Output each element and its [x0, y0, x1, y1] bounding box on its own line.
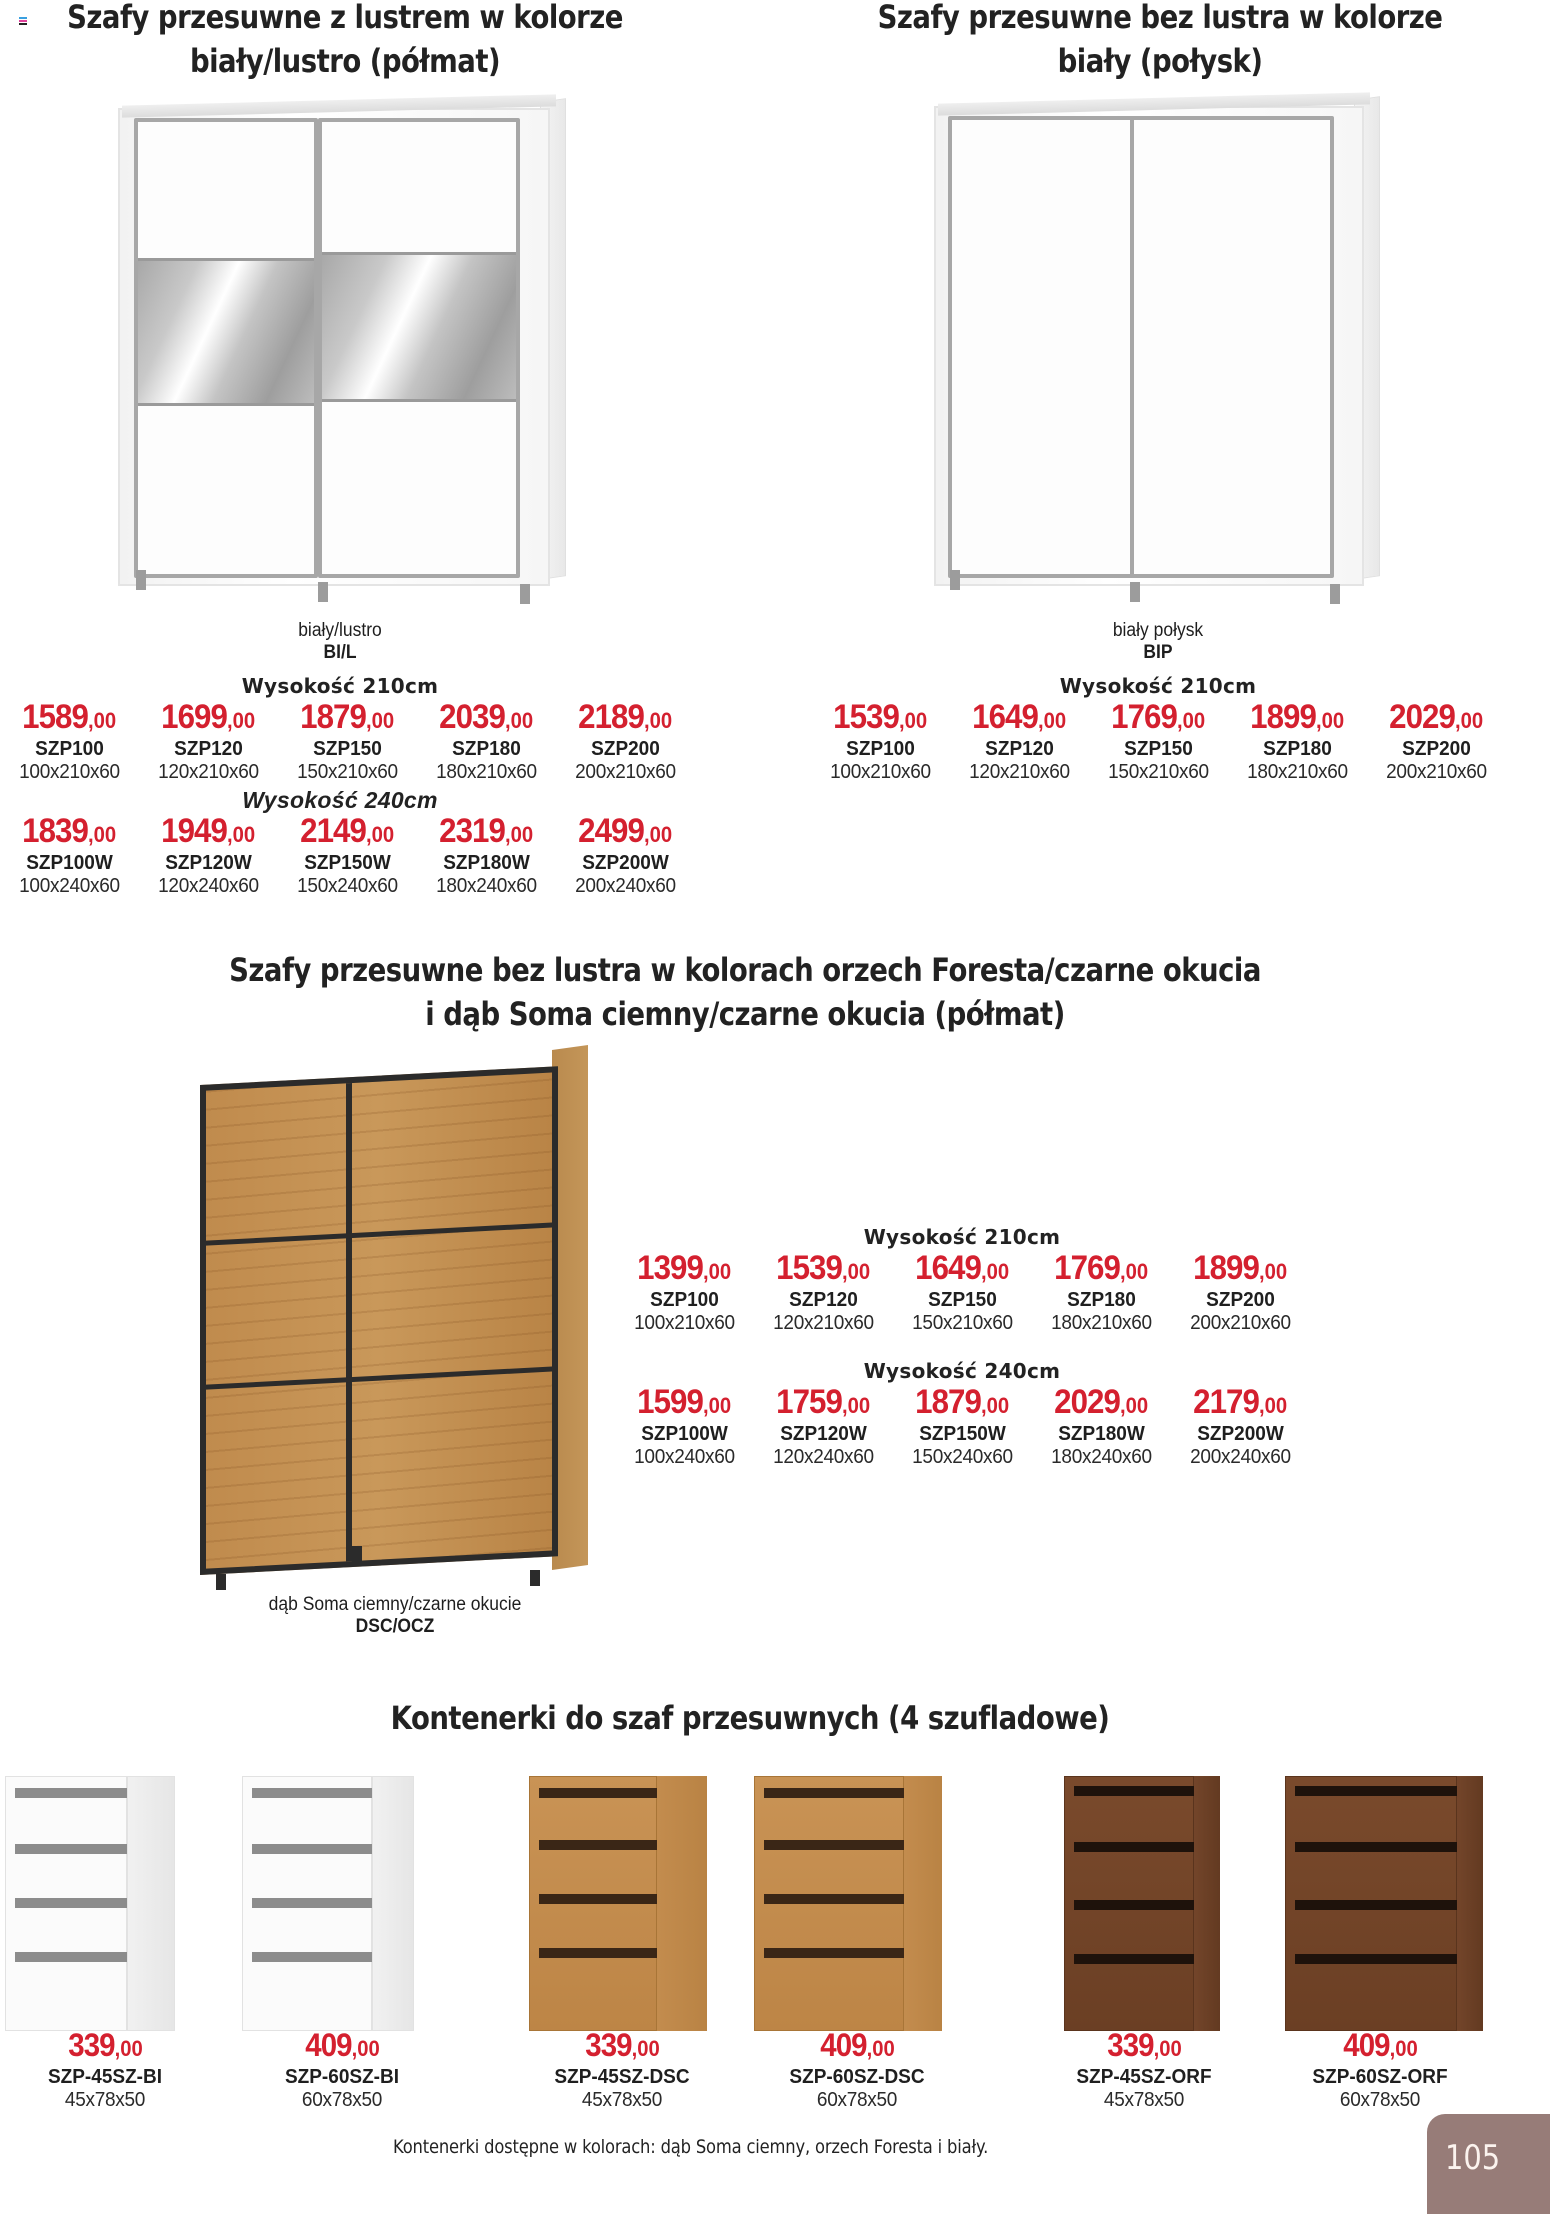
variant-name: biały połysk [1112, 620, 1204, 641]
drawer-unit-image-oak [529, 1776, 713, 2031]
product-code: SZP100W [26, 852, 113, 874]
product-code: SZP200 [1402, 738, 1471, 760]
product-dims: 120x240x60 [158, 875, 259, 897]
price-item: 1879,00 SZP150 150x210x60 [278, 700, 417, 784]
price-item: 2039,00 SZP180 180x210x60 [417, 700, 556, 784]
variant-name: dąb Soma ciemny/czarne okucie [268, 1594, 522, 1615]
variant-code: BI/L [323, 642, 357, 663]
product-dims: 45x78x50 [581, 2089, 663, 2111]
price-item: 2499,00 SZP200W 200x240x60 [556, 814, 695, 898]
product-dims: 120x210x60 [158, 761, 259, 783]
price-item: 1879,00 SZP150W 150x240x60 [893, 1385, 1032, 1469]
container-item: 339,00 SZP-45SZ-ORF 45x78x50 [1034, 1768, 1254, 2098]
price-item: 1699,00 SZP120 120x210x60 [139, 700, 278, 784]
product-dims: 60x78x50 [301, 2089, 383, 2111]
price-item: 1839,00 SZP100W 100x240x60 [0, 814, 139, 898]
product-code: SZP-60SZ-ORF [1312, 2066, 1448, 2088]
product-dims: 150x240x60 [297, 875, 398, 897]
product-dims: 180x240x60 [1051, 1446, 1152, 1468]
product-code: SZP100W [641, 1423, 728, 1445]
product-code: SZP-45SZ-BI [47, 2066, 163, 2088]
price-item: 1769,00 SZP150 150x210x60 [1089, 700, 1228, 784]
product-code: SZP-60SZ-BI [284, 2066, 400, 2088]
product-dims: 180x240x60 [436, 875, 537, 897]
product-code: SZP180W [1058, 1423, 1145, 1445]
drawer-unit-image-walnut [1285, 1776, 1485, 2031]
price-item: 1949,00 SZP120W 120x240x60 [139, 814, 278, 898]
product-dims: 45x78x50 [64, 2089, 146, 2111]
section-title-white-gloss [842, 0, 1478, 83]
price-row-white-mirror-210 [0, 700, 695, 784]
product-dims: 180x210x60 [1051, 1312, 1152, 1334]
section-title-containers: Kontenerki do szaf przesuwnych (4 szufladowe) [390, 1699, 1110, 1737]
variant-label-white-mirror [248, 620, 432, 664]
price-item: 2189,00 SZP200 200x210x60 [556, 700, 695, 784]
title-line-2: biały (połysk) [1057, 42, 1263, 80]
product-code: SZP180 [452, 738, 521, 760]
height-label-210: Wysokość 210cm [1059, 674, 1257, 698]
product-code: SZP180W [443, 852, 530, 874]
height-label-240: Wysokość 240cm [863, 1359, 1061, 1383]
price-item: 2029,00 SZP200 200x210x60 [1367, 700, 1506, 784]
product-code: SZP-60SZ-DSC [789, 2066, 925, 2088]
height-label-210: Wysokość 210cm [863, 1225, 1061, 1249]
price-item: 2179,00 SZP200W 200x240x60 [1171, 1385, 1310, 1469]
product-dims: 200x210x60 [1386, 761, 1487, 783]
height-label-240: Wysokość 240cm [242, 787, 438, 813]
price-row-wood-240 [615, 1385, 1310, 1469]
product-code: SZP120 [985, 738, 1054, 760]
drawer-unit-image-walnut [1064, 1776, 1224, 2031]
product-dims: 150x240x60 [912, 1446, 1013, 1468]
price-item: 1899,00 SZP180 180x210x60 [1228, 700, 1367, 784]
drawer-unit-image-white [242, 1776, 414, 2031]
price-item: 1599,00 SZP100W 100x240x60 [615, 1385, 754, 1469]
price-item: 1539,00 SZP100 100x210x60 [811, 700, 950, 784]
product-code: SZP150W [919, 1423, 1006, 1445]
price-item: 2029,00 SZP180W 180x240x60 [1032, 1385, 1171, 1469]
container-item: 409,00 SZP-60SZ-ORF 60x78x50 [1270, 1768, 1490, 2098]
price-item: 2149,00 SZP150W 150x240x60 [278, 814, 417, 898]
product-dims: 60x78x50 [816, 2089, 898, 2111]
price-item: 1649,00 SZP150 150x210x60 [893, 1251, 1032, 1335]
product-code: SZP150 [313, 738, 382, 760]
price-item: 1399,00 SZP100 100x210x60 [615, 1251, 754, 1335]
price-item: 1589,00 SZP100 100x210x60 [0, 700, 139, 784]
product-code: SZP200W [582, 852, 669, 874]
price-row-white-gloss-210 [811, 700, 1506, 784]
page-number-tab [1427, 2114, 1550, 2214]
product-code: SZP100 [650, 1289, 719, 1311]
product-code: SZP150 [928, 1289, 997, 1311]
product-code: SZP100 [35, 738, 104, 760]
wardrobe-image-white-mirror [118, 94, 566, 604]
wardrobe-image-white-gloss [934, 92, 1380, 604]
price-item: 2319,00 SZP180W 180x240x60 [417, 814, 556, 898]
price-row-white-mirror-240 [0, 814, 695, 898]
section-title-white-mirror [48, 0, 641, 83]
section-title-wood [182, 948, 1309, 1036]
drawer-unit-image-oak [754, 1776, 942, 2031]
product-dims: 200x240x60 [575, 875, 676, 897]
product-code: SZP180 [1067, 1289, 1136, 1311]
product-code: SZP150 [1124, 738, 1193, 760]
product-code: SZP120 [789, 1289, 858, 1311]
product-code: SZP200W [1197, 1423, 1284, 1445]
product-dims: 150x210x60 [1108, 761, 1209, 783]
price-row-wood-210 [615, 1251, 1310, 1335]
product-code: SZP180 [1263, 738, 1332, 760]
price-item: 1769,00 SZP180 180x210x60 [1032, 1251, 1171, 1335]
variant-name: biały/lustro [298, 620, 382, 641]
product-dims: 60x78x50 [1339, 2089, 1421, 2111]
container-item: 339,00 SZP-45SZ-DSC 45x78x50 [512, 1768, 732, 2098]
price-item: 1649,00 SZP120 120x210x60 [950, 700, 1089, 784]
product-code: SZP120W [165, 852, 252, 874]
print-registration-mark [19, 17, 27, 26]
product-dims: 100x240x60 [634, 1446, 735, 1468]
availability-footnote: Kontenerki dostępne w kolorach: dąb Soma ciemny, orzech Foresta i biały. [393, 2136, 989, 2158]
product-dims: 200x210x60 [575, 761, 676, 783]
price-item: 1759,00 SZP120W 120x240x60 [754, 1385, 893, 1469]
variant-label-white-gloss [1066, 620, 1250, 664]
product-code: SZP-45SZ-DSC [554, 2066, 690, 2088]
variant-code: BIP [1143, 642, 1173, 663]
drawer-unit-image-white [5, 1776, 175, 2031]
product-dims: 180x210x60 [1247, 761, 1348, 783]
title-line-1: Szafy przesuwne bez lustra w kolorach orzech Foresta/czarne okucia [229, 951, 1261, 989]
product-dims: 100x210x60 [19, 761, 120, 783]
product-dims: 100x240x60 [19, 875, 120, 897]
container-item: 339,00 SZP-45SZ-BI 45x78x50 [0, 1768, 215, 2098]
height-label-210: Wysokość 210cm [241, 674, 439, 698]
product-dims: 120x210x60 [773, 1312, 874, 1334]
title-line-2: biały/lustro (półmat) [189, 42, 501, 80]
product-code: SZP200 [591, 738, 660, 760]
container-item: 409,00 SZP-60SZ-DSC 60x78x50 [747, 1768, 967, 2098]
product-code: SZP120W [780, 1423, 867, 1445]
price-item: 1539,00 SZP120 120x210x60 [754, 1251, 893, 1335]
page-number: 105 [1445, 2138, 1501, 2178]
product-dims: 200x210x60 [1190, 1312, 1291, 1334]
wardrobe-image-wood [200, 1050, 590, 1590]
product-dims: 180x210x60 [436, 761, 537, 783]
product-dims: 200x240x60 [1190, 1446, 1291, 1468]
product-dims: 45x78x50 [1103, 2089, 1185, 2111]
product-dims: 150x210x60 [912, 1312, 1013, 1334]
product-code: SZP120 [174, 738, 243, 760]
product-dims: 100x210x60 [634, 1312, 735, 1334]
title-line-1: Szafy przesuwne z lustrem w kolorze [67, 0, 623, 36]
container-item: 409,00 SZP-60SZ-BI 60x78x50 [232, 1768, 452, 2098]
variant-code: DSC/OCZ [355, 1616, 435, 1637]
product-dims: 120x240x60 [773, 1446, 874, 1468]
product-dims: 150x210x60 [297, 761, 398, 783]
product-dims: 120x210x60 [969, 761, 1070, 783]
product-code: SZP100 [846, 738, 915, 760]
product-code: SZP200 [1206, 1289, 1275, 1311]
price-item: 1899,00 SZP200 200x210x60 [1171, 1251, 1310, 1335]
title-line-1: Szafy przesuwne bez lustra w kolorze [877, 0, 1443, 36]
product-code: SZP150W [304, 852, 391, 874]
variant-label-wood [248, 1594, 542, 1638]
product-dims: 100x210x60 [830, 761, 931, 783]
title-line-2: i dąb Soma ciemny/czarne okucia (półmat) [425, 995, 1065, 1033]
product-code: SZP-45SZ-ORF [1076, 2066, 1212, 2088]
